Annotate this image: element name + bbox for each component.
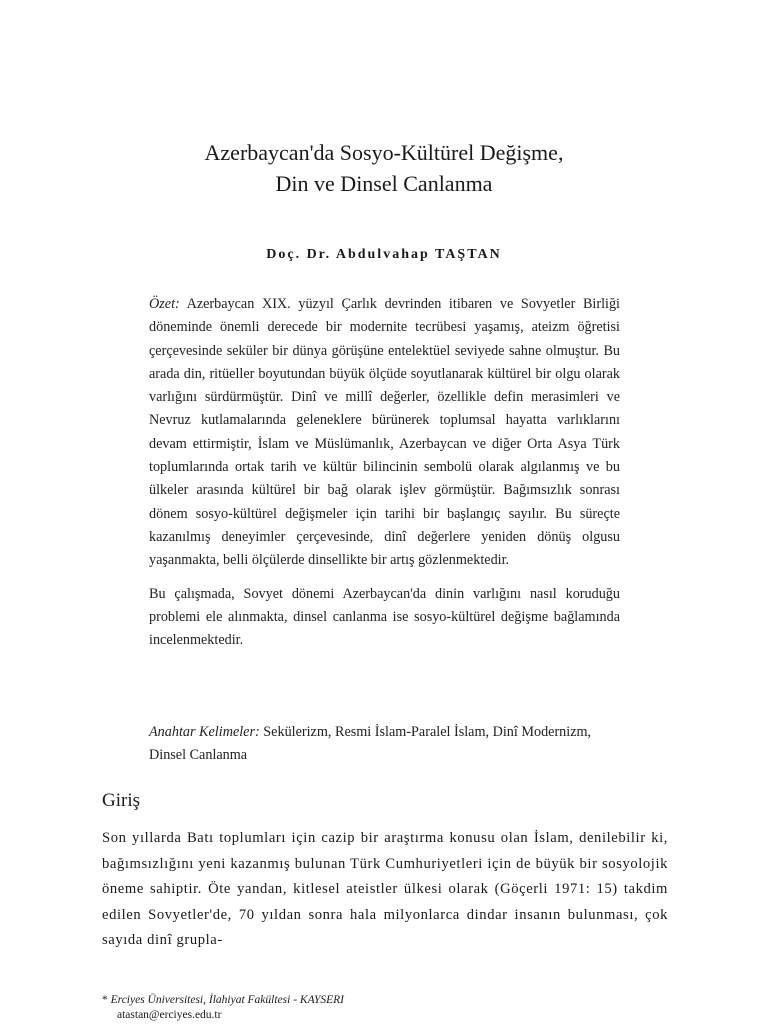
abstract-paragraph-2: Bu çalışmada, Sovyet dönemi Azerbaycan'da dinin varlığını nasıl koruduğu problemi ele alınmakta, dinsel canlanma ise sosyo-kültürel değişme bağlamında incelenmektedir. <box>149 585 620 649</box>
footnote <box>102 993 344 1023</box>
footnote-email[interactable]: atastan@erciyes.edu.tr <box>117 1009 222 1021</box>
footnote-affiliation-line <box>102 993 344 1008</box>
article-title <box>100 137 668 199</box>
abstract-paragraph-1 <box>149 293 620 573</box>
section-heading: Giriş <box>102 790 140 811</box>
title-line-2: Din ve Dinsel Canlanma <box>275 171 493 196</box>
abstract-text: Azerbaycan XIX. yüzyıl Çarlık devrinden itibaren ve Sovyetler Birliği döneminde önemli derecede bir modernite tecrübesi yaşamış, ateizm öğretisi çerçevesinde seküler bir dünya görüşüne entelektüel seviyede sahne olmuştur. Bu arada din, ritüeller boyutundan büyük ölçüde soyutlanarak kültürel bir olgu olarak varlığını sürdürmüştür. Dinî ve millî değerler, özellikle defin merasimleri ve Nevruz kutlamalarında geleneklere bürünerek toplumsal hayatta varlıklarını devam ettirmiştir, İslam ve Müslümanlık, Azerbaycan ve diğer Orta Asya Türk toplumlarında ortak tarih ve kültür bilincinin sembolü olarak algılanmış ve bu ülkeler arasında kültürel bir bağ olarak işlev görmüştür. Bağımsızlık sonrası dönem sosyo-kültürel değişmeler için tarihi bir başlangıç sayılır. Bu süreçte kazanılmış deneyimler çerçevesinde, dinî değerlere yeniden dönüş olgusu yaşanmakta, belli ölçülerde dinsellikte bir artış gözlenmektedir. <box>149 296 620 569</box>
abstract-label: Özet: <box>149 296 180 312</box>
abstract <box>149 293 620 662</box>
author-name: Doç. Dr. Abdulvahap TAŞTAN <box>266 247 502 262</box>
title-line-1: Azerbaycan'da Sosyo-Kültürel Değişme, <box>204 140 564 165</box>
footnote-marker: * <box>102 994 108 1006</box>
body-paragraph: Son yıllarda Batı toplumları için cazip bir araştırma konusu olan İslam, denilebilir ki, bağımsızlığını yeni kazanmış bulunan Türk Cumhuriyetleri için de büyük bir sosyolojik öneme sahiptir. Öte yandan, kitlesel ateistler ülkesi olarak (Göçerli 1971: 15) takdim edilen Sovyetler'de, 70 yıldan sonra hala milyonlarca dindar insanın bulunması, çok sayıda dinî grupla- <box>102 830 668 948</box>
keywords-text: Sekülerizm, Resmi İslam-Paralel İslam, Dinî Modernizm, Dinsel Canlanma <box>149 724 592 764</box>
keywords-label: Anahtar Kelimeler: <box>149 724 260 740</box>
keywords <box>149 721 620 768</box>
footnote-affiliation: Erciyes Üniversitesi, İlahiyat Fakültesi - KAYSERI <box>110 994 344 1006</box>
